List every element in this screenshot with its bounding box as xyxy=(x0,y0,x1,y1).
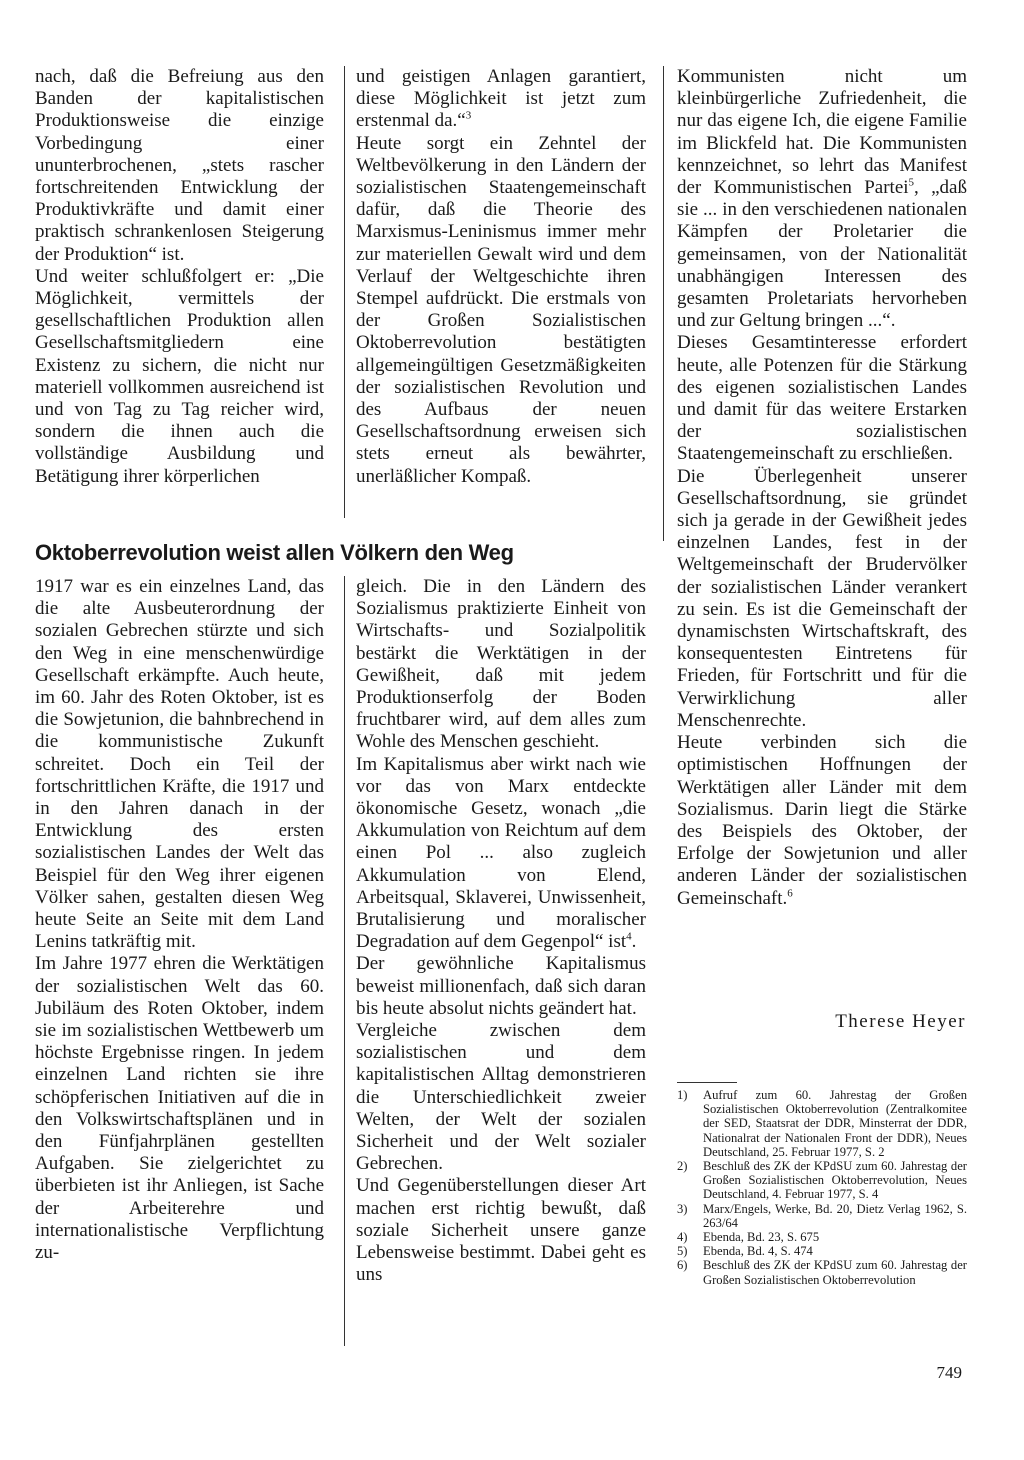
footnote-ref: 5 xyxy=(908,176,915,189)
paragraph: nach, daß die Befreiung aus den Banden der kapitalistischen Produktionsweise die einzige Vorbedingung einer ununterbrochenen, „stets rascher fortschreitenden Entwicklung der Produktivkräfte und damit einer praktisch schrankenlosen Steigerung der Produktion“ ist. xyxy=(35,66,324,265)
footnote: 4) Ebenda, Bd. 23, S. 675 xyxy=(677,1230,820,1245)
section-heading: Oktoberrevolution weist allen Völkern den Weg xyxy=(35,540,514,565)
footnote: 2) Beschluß des ZK der KPdSU zum 60. Jahrestag der Großen Sozialistischen Oktoberrevolution, Neues Deutschland, 4. Februar 1977, S. 4 xyxy=(677,1159,967,1202)
paragraph: Im Jahre 1977 ehren die Werktätigen der sozialistischen Welt das 60. Jubiläum des Roten Oktober, indem sie im sozialistischen Wettbewerb um höchste Ergebnisse ringen. In jedem einzelnen Land richten sie ihre schöpferischen Initiativen auf die in den Volkswirtschaftsplänen und in den Fünfjahrplänen gestellten Aufgaben. Sie zielgerichtet zu überbieten ist ihr Anliegen, ist Sache der Arbeiterehre und internationalistische Verpflichtung zu- xyxy=(35,953,324,1264)
column-rule xyxy=(344,66,345,518)
paragraph: gleich. Die in den Ländern des Sozialismus praktizierte Einheit von Wirtschafts- und Sozialpolitik bestärkt die Werktätigen in der Gewißheit, daß mit jedem Produktionserfolg der Boden fruchtbarer wird, auf dem alles zum Wohle des Menschen geschieht. xyxy=(356,576,646,753)
footnote-divider xyxy=(677,1082,737,1083)
paragraph: Dieses Gesamtinteresse erfordert heute, alle Potenzen für die Stärkung des eigenen sozialistischen Landes und damit für das weitere Erstarken der sozialistischen Staatengemeinschaft zu erschließen. xyxy=(677,332,967,465)
column-right xyxy=(677,66,967,910)
footnote-ref: 6 xyxy=(787,887,793,900)
paragraph: Vergleiche zwischen dem sozialistischen und dem kapitalistischen Alltag demonstrieren die Unterschiedlichkeit zweier Welten, der Welt der sozialen Sicherheit und der Welt sozialer Gebrechen. xyxy=(356,1020,646,1175)
paragraph: 1917 war es ein einzelnes Land, das die alte Ausbeuterordnung der sozialen Gebrechen stürzte und sich den Weg in eine menschenwürdige Gesellschaft erkämpfte. Auch heute, im 60. Jahr des Roten Oktober, ist es die Sowjetunion, die bahnbrechend in die kommunistische Zukunft schreitet. Doch ein Teil der fortschrittlichen Kräfte, die 1917 und in den Jahren danach in der Entwicklung des ersten sozialistischen Landes der Welt das Beispiel für den Weg ihrer eigenen Völker sahen, gestalten diesen Weg heute Seite an Seite mit dem Land Lenins tatkräftig mit. xyxy=(35,576,324,953)
paragraph: Die Überlegenheit unserer Gesellschaftsordnung, sie gründet sich ja gerade in der Gewißheit jedes einzelnen Landes, fest in der Weltgemeinschaft der Brudervölker der sozialistischen Länder verankert zu sein. Es ist die Gemeinschaft der dynamischsten Wirtschaftskraft, des konsequentesten Eintretens für Frieden, für Fortschritt und für die Verwirklichung aller Menschenrechte. xyxy=(677,465,967,731)
paragraph: Und Gegenüberstellungen dieser Art machen erst richtig bewußt, daß soziale Sicherheit unsere ganze Lebensweise bestimmt. Dabei geht es uns xyxy=(356,1175,646,1286)
column-top-middle xyxy=(356,66,646,488)
paragraph: Heute sorgt ein Zehntel der Weltbevölkerung in den Ländern der sozialistischen Staatengemeinschaft dafür, daß die Theorie des Marxismus-Leninismus immer mehr zur materiellen Gewalt wird und dem Verlauf der Weltgeschichte ihren Stempel aufdrückt. Die erstmals von der Großen Sozialistischen Oktoberrevolution bestätigten allgemeingültigen Gesetzmäßigkeiten der sozialistischen Revolution und des Aufbaus der neuen Gesellschaftsordnung erweisen sich stets erneut als bewährter, unerläßlicher Kompaß. xyxy=(356,132,646,487)
paragraph: Der gewöhnliche Kapitalismus beweist millionenfach, daß sich daran bis heute absolut nichts geändert hat. xyxy=(356,953,646,1019)
footnote: 1) Aufruf zum 60. Jahrestag der Großen Sozialistischen Oktoberrevolution (Zentralkomitee der SED, Staatsrat der DDR, Minsterrat der DDR, Nationalrat der Nationalen Front der DDR), Neues Deutschland, 25. Februar 1977, S. 2 xyxy=(677,1088,967,1159)
author-signature: Therese Heyer xyxy=(835,1011,966,1032)
paragraph: Heute verbinden sich die optimistischen Hoffnungen der Werktätigen aller Länder mit dem Sozialismus. Darin liegt die Stärke des Beispiels des Oktober, der Erfolge der Sowjetunion und aller anderen Länder der sozialistischen Gemeinschaft.$^6$ xyxy=(677,732,967,909)
paragraph: Kommunisten nicht um kleinbürgerliche Zufriedenheit, die nur das eigene Ich, die eigene Familie im Blickfeld hat. Die Kommunisten kennzeichnet, so lehrt das Manifest der Kommunistischen Partei$^5$, „daß sie ... in den verschiedenen nationalen Kämpfen der Proletarier die gemeinsamen, von der Nationalität unabhängigen Interessen des gesamten Proletariats hervorheben und zur Geltung bringen ...“. xyxy=(677,66,967,332)
paragraph: und geistigen Anlagen garantiert, diese Möglichkeit ist jetzt zum erstenmal da.“$^3$ xyxy=(356,66,646,132)
footnote: 5) Ebenda, Bd. 4, S. 474 xyxy=(677,1244,813,1259)
footnote: 3) Marx/Engels, Werke, Bd. 20, Dietz Verlag 1962, S. 263/64 xyxy=(677,1201,967,1230)
column-bottom-left xyxy=(35,576,324,1264)
column-rule xyxy=(344,576,345,1346)
page-number: 749 xyxy=(936,1363,962,1382)
footnote: 6) Beschluß des ZK der KPdSU zum 60. Jahrestag der Großen Sozialistischen Oktoberrevolution xyxy=(677,1258,967,1287)
column-bottom-middle xyxy=(356,576,646,1287)
paragraph: Im Kapitalismus aber wirkt nach wie vor das von Marx entdeckte ökonomische Gesetz, wonach „die Akkumulation von Reichtum auf dem einen Pol ... also zugleich Akkumulation von Elend, Arbeitsqual, Sklaverei, Unwissenheit, Brutalisierung und moralischer Degradation auf dem Gegenpol“ ist$^4$. xyxy=(356,753,646,953)
footnotes xyxy=(677,1088,967,1287)
footnote-ref: 3 xyxy=(465,110,472,123)
footnote-ref: 4 xyxy=(626,930,632,943)
paragraph: Und weiter schlußfolgert er: „Die Möglichkeit, vermittels der gesellschaftlichen Produktion allen Gesellschaftsmitgliedern eine Existenz zu sichern, die nicht nur materiell vollkommen ausreichend ist und von Tag zu Tag reicher wird, sondern die ihnen auch die vollständige Ausbildung und Betätigung ihrer körperlichen xyxy=(35,265,324,487)
column-rule xyxy=(663,66,664,541)
column-top-left xyxy=(35,66,324,488)
